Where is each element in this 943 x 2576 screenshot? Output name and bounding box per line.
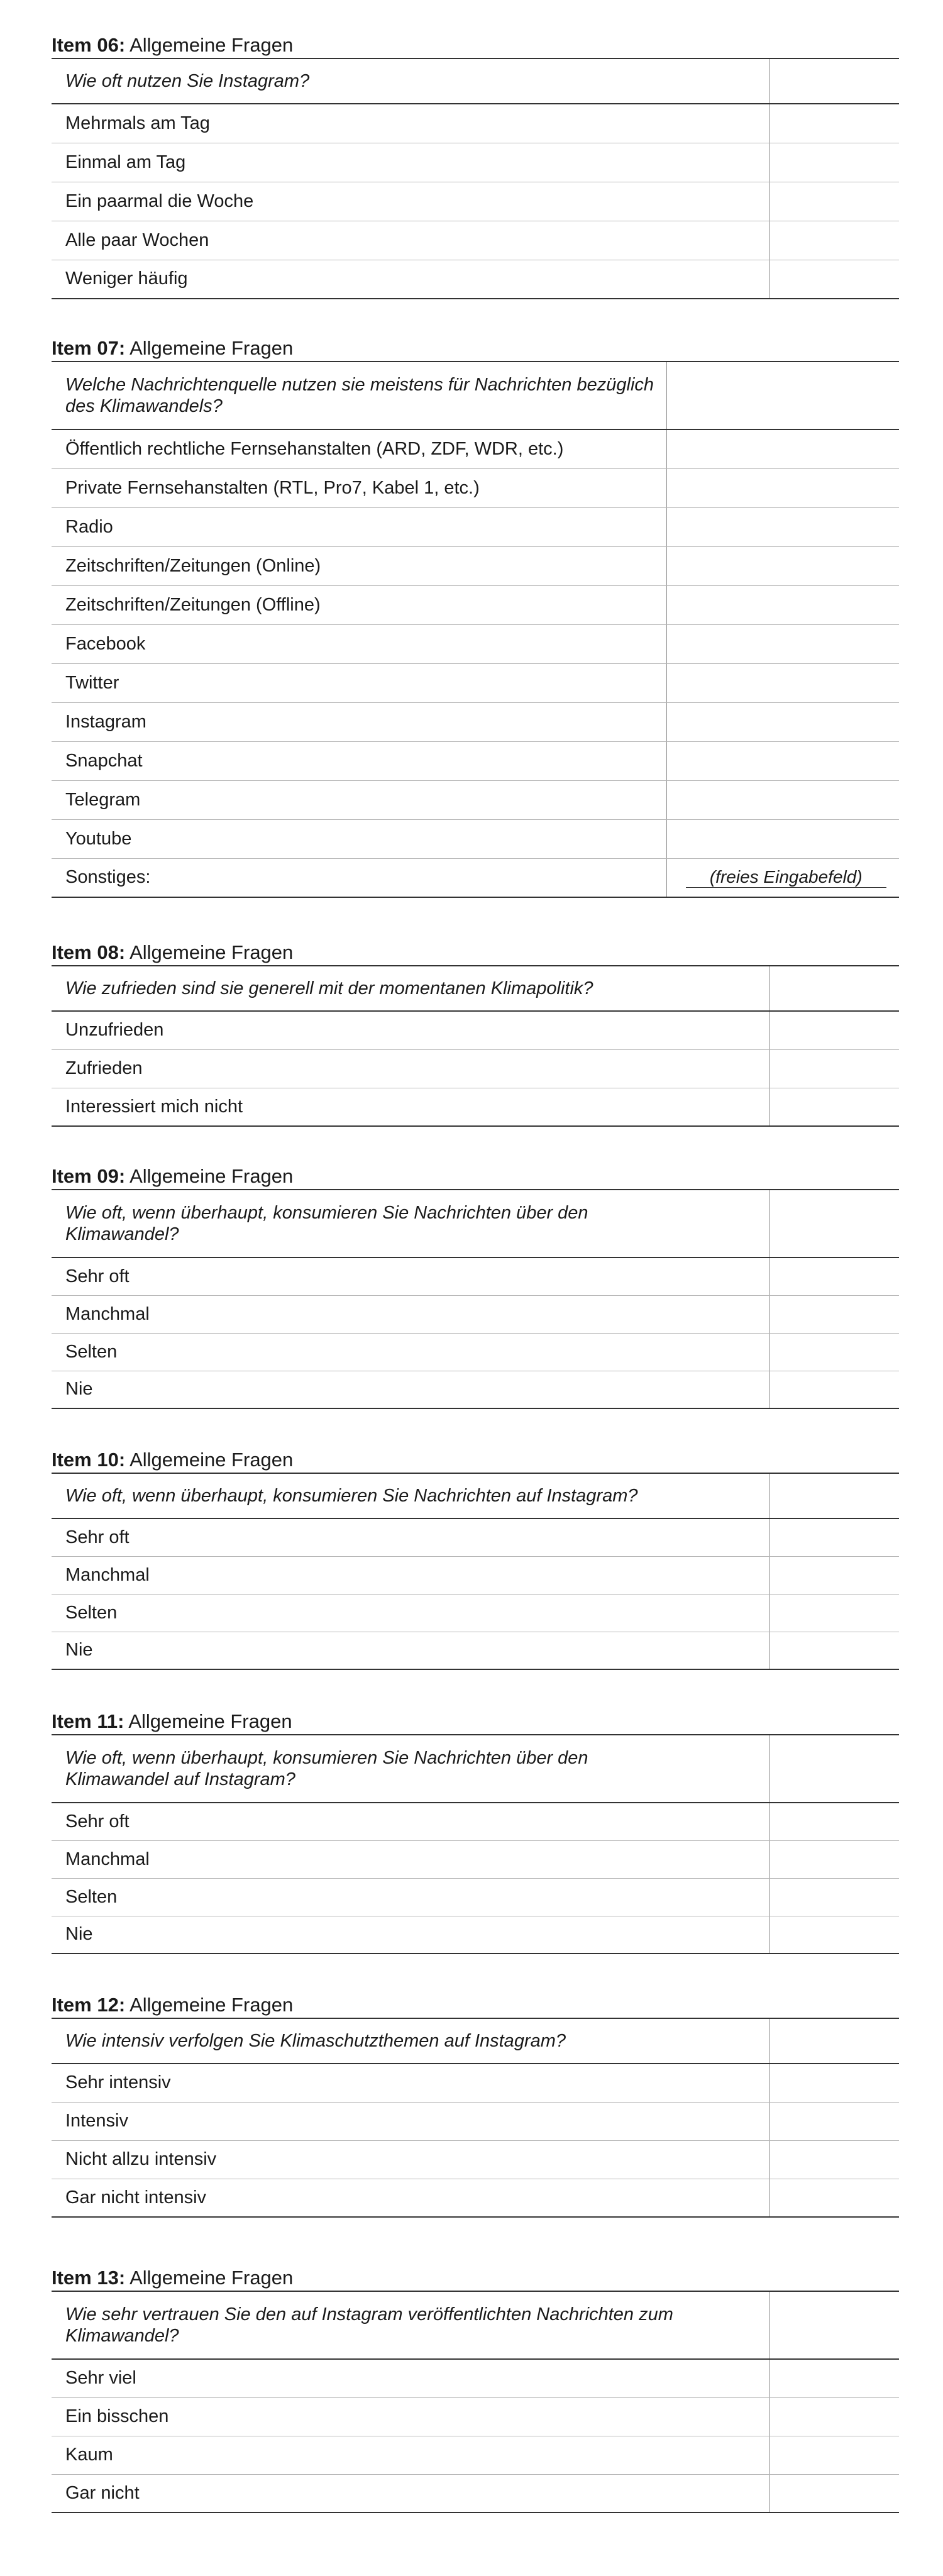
- option-row: [52, 1594, 899, 1632]
- answer-header-cell: [769, 2018, 899, 2064]
- item-header: [52, 2265, 899, 2291]
- answer-cell[interactable]: [769, 104, 899, 143]
- option-label: Manchmal: [52, 1295, 769, 1333]
- question-text: Wie sehr vertrauen Sie den auf Instagram veröffentlichten Nachrichten zum Klimawandel?: [65, 2304, 673, 2346]
- answer-cell[interactable]: [666, 585, 899, 624]
- question-text: Wie oft, wenn überhaupt, konsumieren Sie Nachrichten über den Klimawandel auf Instagram?: [65, 1748, 588, 1789]
- question-table: [52, 1734, 899, 1954]
- answer-cell[interactable]: [769, 2140, 899, 2179]
- question-row: [52, 362, 899, 429]
- item-header: [52, 33, 899, 58]
- question-table: [52, 965, 899, 1127]
- question-text: Wie intensiv verfolgen Sie Klimaschutzthemen auf Instagram?: [65, 2031, 566, 2051]
- option-label: Öffentlich rechtliche Fernsehanstalten (ARD, ZDF, WDR, etc.): [52, 429, 666, 468]
- answer-cell[interactable]: [666, 663, 899, 702]
- answer-cell[interactable]: [769, 2359, 899, 2397]
- option-label: Einmal am Tag: [52, 143, 769, 182]
- option-label: Instagram: [52, 702, 666, 741]
- question-table: [52, 1189, 899, 1409]
- item-section: [52, 1709, 899, 1954]
- option-row: [52, 1878, 899, 1916]
- question-text: Wie oft nutzen Sie Instagram?: [65, 71, 310, 91]
- item-section: [52, 336, 899, 898]
- question-table: [52, 361, 899, 898]
- option-row: [52, 1632, 899, 1669]
- option-row: [52, 260, 899, 299]
- answer-cell[interactable]: [769, 143, 899, 182]
- answer-header-cell: [769, 966, 899, 1011]
- answer-cell[interactable]: [769, 1333, 899, 1371]
- option-row: [52, 585, 899, 624]
- question-text: Welche Nachrichtenquelle nutzen sie meistens für Nachrichten bezüglich des Klimawandels?: [65, 375, 654, 416]
- option-label: Intensiv: [52, 2102, 769, 2140]
- answer-cell[interactable]: [666, 429, 899, 468]
- option-row: [52, 429, 899, 468]
- item-header: [52, 1993, 899, 2018]
- item-category: Allgemeine Fragen: [130, 1165, 294, 1187]
- item-section: [52, 940, 899, 1127]
- question-table: [52, 58, 899, 299]
- item-number: Item 06:: [52, 34, 126, 56]
- answer-cell[interactable]: [769, 2474, 899, 2512]
- option-label: Ein paarmal die Woche: [52, 182, 769, 221]
- question-text: Wie oft, wenn überhaupt, konsumieren Sie Nachrichten über den Klimawandel?: [65, 1203, 588, 1244]
- option-label: Mehrmals am Tag: [52, 104, 769, 143]
- option-label: Zeitschriften/Zeitungen (Online): [52, 546, 666, 585]
- question-text: Wie oft, wenn überhaupt, konsumieren Sie Nachrichten auf Instagram?: [65, 1486, 638, 1506]
- option-label: Nicht allzu intensiv: [52, 2140, 769, 2179]
- option-label: Youtube: [52, 819, 666, 858]
- free-text-field[interactable]: (freies Eingabefeld): [686, 867, 887, 888]
- option-label: Nie: [65, 1640, 93, 1661]
- option-label: Zeitschriften/Zeitungen (Offline): [52, 585, 666, 624]
- option-row: [52, 780, 899, 819]
- option-row: [52, 546, 899, 585]
- option-row: [52, 1840, 899, 1878]
- answer-cell[interactable]: [769, 2179, 899, 2217]
- option-label: Sehr intensiv: [52, 2064, 769, 2102]
- item-header: [52, 1709, 899, 1734]
- question-row: [52, 1735, 899, 1803]
- option-label: Sehr viel: [52, 2359, 769, 2397]
- option-row: [52, 2359, 899, 2397]
- item-header: [52, 940, 899, 965]
- option-row: [52, 2102, 899, 2140]
- answer-cell[interactable]: [666, 741, 899, 780]
- question-row: [52, 1190, 899, 1258]
- answer-cell[interactable]: [666, 624, 899, 663]
- option-label: Nie: [65, 1924, 93, 1945]
- answer-cell[interactable]: [666, 546, 899, 585]
- option-label: Sonstiges:: [65, 867, 151, 888]
- question-table: [52, 2018, 899, 2218]
- question-row: [52, 58, 899, 104]
- option-row: [52, 741, 899, 780]
- item-number: Item 12:: [52, 1994, 126, 2016]
- answer-cell[interactable]: [769, 2436, 899, 2474]
- option-row: [52, 1049, 899, 1088]
- item-category: Allgemeine Fragen: [130, 1449, 294, 1471]
- answer-cell[interactable]: [769, 1518, 899, 1556]
- question-row: [52, 2018, 899, 2064]
- option-row: [52, 624, 899, 663]
- item-section: [52, 1164, 899, 1409]
- option-row: [52, 2140, 899, 2179]
- answer-header-cell: [769, 1473, 899, 1518]
- answer-cell[interactable]: [769, 1049, 899, 1088]
- question-row: [52, 1473, 899, 1518]
- option-label: Ein bisschen: [52, 2397, 769, 2436]
- question-text: Wie zufrieden sind sie generell mit der momentanen Klimapolitik?: [65, 978, 593, 998]
- option-label: Kaum: [52, 2436, 769, 2474]
- answer-cell[interactable]: [769, 260, 899, 299]
- item-category: Allgemeine Fragen: [130, 34, 294, 56]
- item-category: Allgemeine Fragen: [130, 941, 294, 963]
- answer-cell[interactable]: [769, 1011, 899, 1049]
- item-header: [52, 336, 899, 361]
- option-label: Selten: [52, 1878, 769, 1916]
- answer-cell[interactable]: [769, 221, 899, 260]
- answer-cell[interactable]: [769, 1840, 899, 1878]
- option-label: Facebook: [52, 624, 666, 663]
- item-category: Allgemeine Fragen: [130, 1994, 294, 2016]
- option-label: Zufrieden: [52, 1049, 769, 1088]
- answer-cell[interactable]: [666, 507, 899, 546]
- option-label: Radio: [52, 507, 666, 546]
- item-category: Allgemeine Fragen: [130, 337, 294, 359]
- option-row: [52, 1088, 899, 1126]
- item-number: Item 13:: [52, 2267, 126, 2289]
- item-section: [52, 1447, 899, 1670]
- item-number: Item 08:: [52, 941, 126, 963]
- option-label: Manchmal: [52, 1840, 769, 1878]
- option-label: Sehr oft: [52, 1803, 769, 1840]
- answer-cell[interactable]: [769, 1556, 899, 1594]
- item-section: [52, 33, 899, 299]
- item-number: Item 10:: [52, 1449, 126, 1471]
- option-row: [52, 468, 899, 507]
- option-label: Interessiert mich nicht: [65, 1096, 243, 1117]
- option-row: [52, 143, 899, 182]
- answer-cell[interactable]: [769, 1632, 899, 1669]
- answer-cell[interactable]: [666, 780, 899, 819]
- item-category: Allgemeine Fragen: [130, 2267, 294, 2289]
- answer-cell[interactable]: [769, 1258, 899, 1295]
- option-label: Sehr oft: [52, 1518, 769, 1556]
- option-label: Alle paar Wochen: [52, 221, 769, 260]
- option-label: Manchmal: [52, 1556, 769, 1594]
- option-row: [52, 2474, 899, 2512]
- answer-cell[interactable]: [769, 1594, 899, 1632]
- option-label: Weniger häufig: [65, 268, 188, 289]
- question-row: [52, 966, 899, 1011]
- option-label: Private Fernsehanstalten (RTL, Pro7, Kabel 1, etc.): [52, 468, 666, 507]
- answer-header-cell: [769, 1190, 899, 1258]
- answer-cell[interactable]: [666, 858, 899, 897]
- option-row: [52, 663, 899, 702]
- option-row: [52, 1295, 899, 1333]
- option-row: [52, 1518, 899, 1556]
- answer-cell[interactable]: [769, 2102, 899, 2140]
- answer-header-cell: [666, 362, 899, 429]
- item-number: Item 07:: [52, 337, 126, 359]
- answer-cell[interactable]: [769, 1371, 899, 1408]
- option-label: Selten: [52, 1333, 769, 1371]
- answer-cell[interactable]: [769, 1088, 899, 1126]
- answer-cell[interactable]: [769, 1916, 899, 1954]
- option-label: Telegram: [52, 780, 666, 819]
- option-label: Nie: [65, 1379, 93, 1400]
- option-row: [52, 1258, 899, 1295]
- option-row: [52, 702, 899, 741]
- option-row: [52, 1371, 899, 1408]
- option-row: [52, 2064, 899, 2102]
- option-row: [52, 819, 899, 858]
- question-table: [52, 1473, 899, 1670]
- item-header: [52, 1164, 899, 1189]
- question-row: [52, 2291, 899, 2359]
- answer-cell[interactable]: [769, 2397, 899, 2436]
- option-row: [52, 1011, 899, 1049]
- option-label: Gar nicht intensiv: [65, 2187, 207, 2208]
- option-row: [52, 2179, 899, 2217]
- option-row: [52, 182, 899, 221]
- question-table: [52, 2291, 899, 2513]
- answer-cell[interactable]: [769, 1878, 899, 1916]
- answer-cell[interactable]: [666, 702, 899, 741]
- option-label: Snapchat: [52, 741, 666, 780]
- option-label: Twitter: [52, 663, 666, 702]
- option-label: Sehr oft: [52, 1258, 769, 1295]
- item-header: [52, 1447, 899, 1473]
- option-row: [52, 858, 899, 897]
- option-row: [52, 221, 899, 260]
- item-number: Item 11:: [52, 1710, 124, 1732]
- answer-cell[interactable]: [769, 1803, 899, 1840]
- option-label: Gar nicht: [65, 2482, 140, 2503]
- option-row: [52, 1803, 899, 1840]
- answer-header-cell: [769, 58, 899, 104]
- option-row: [52, 1333, 899, 1371]
- answer-header-cell: [769, 2291, 899, 2359]
- option-row: [52, 104, 899, 143]
- answer-header-cell: [769, 1735, 899, 1803]
- answer-cell[interactable]: [666, 819, 899, 858]
- option-row: [52, 1916, 899, 1954]
- answer-cell[interactable]: [666, 468, 899, 507]
- item-section: [52, 2265, 899, 2513]
- option-row: [52, 2436, 899, 2474]
- option-row: [52, 1556, 899, 1594]
- item-number: Item 09:: [52, 1165, 126, 1187]
- answer-cell[interactable]: [769, 182, 899, 221]
- answer-cell[interactable]: [769, 1295, 899, 1333]
- answer-cell[interactable]: [769, 2064, 899, 2102]
- option-row: [52, 507, 899, 546]
- option-label: Selten: [52, 1594, 769, 1632]
- option-row: [52, 2397, 899, 2436]
- item-section: [52, 1993, 899, 2218]
- item-category: Allgemeine Fragen: [128, 1710, 292, 1732]
- option-label: Unzufrieden: [52, 1011, 769, 1049]
